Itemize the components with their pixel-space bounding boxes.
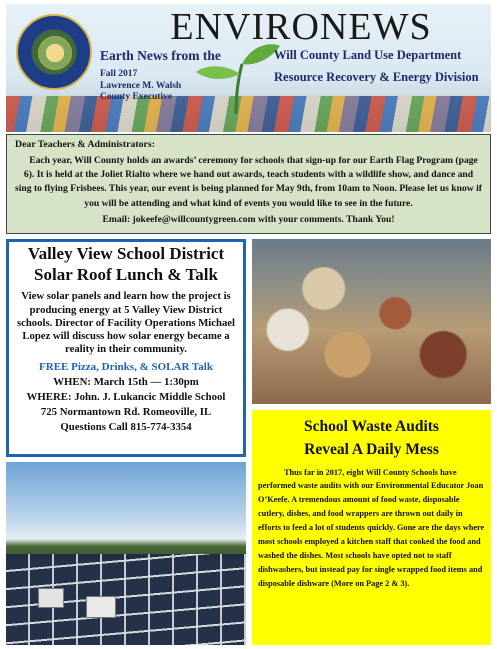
solar-title-line2: Solar Roof Lunch & Talk: [34, 264, 218, 284]
department-name: Will County Land Use Department: [274, 48, 462, 62]
header-banner: [6, 4, 491, 132]
food-waste-photo: [252, 239, 491, 404]
audit-title-line2: Reveal A Daily Mess: [304, 441, 439, 459]
audit-title-line1: School Waste Audits: [304, 418, 439, 435]
teachers-heading: Dear Teachers & Administrators:: [15, 139, 155, 150]
issue-date: Fall 2017: [100, 69, 138, 79]
county-seal-icon: [16, 14, 92, 90]
solar-title-line1: Valley View School District: [27, 244, 225, 263]
teachers-body: Each year, Will County holds an awards’ ceremony for schools that sign-up for our Earth Flag Program (page 6). It is held at the Joliet Rialto where we hand out awards, teach students with a wildlife show, and dance and sing to flying Frisbees. This year, our event is being planned for May 9th, from 10am to Noon. Please let us know if you will be attending and what kind of events you would like to see in the future.: [15, 154, 482, 209]
audit-body: Thus far in 2017, eight Will County Schools have performed waste audits with our Environmental Educator Joan O’Keefe. A tremendous amount of food waste, disposable cutlery, dishes, and food wrappers are thrown out daily in efforts to feed a lot of students quickly. Gone are the days where most schools employed a kitchen staff that cooked the food and washed the dishes. Most schools have opted not to staff dishwashers, but instead pay for single wrapped food items and disposable dishware (More on Page 2 & 3).: [258, 467, 485, 588]
solar-description: View solar panels and learn how the project is producing energy at 5 Valley View District schools. Director of Facility Operations Michael Lopez will discuss how solar energy became a reality in their community.: [16, 290, 236, 355]
waste-audit-box: [252, 410, 491, 645]
solar-where: WHERE: John. J. Lukancic Middle School: [26, 390, 226, 403]
solar-event-box: [6, 239, 246, 457]
inverter-box: [38, 588, 64, 608]
inverter-box: [86, 596, 116, 618]
division-name: Resource Recovery & Energy Division: [274, 70, 479, 84]
page-title: ENVIRONEWS: [170, 6, 432, 48]
solar-questions: Questions Call 815-774-3354: [60, 420, 192, 433]
teachers-email: Email: jokeefe@willcountygreen.com with your comments. Thank You!: [102, 214, 395, 226]
solar-address: 725 Normantown Rd. Romeoville, IL: [40, 405, 212, 418]
executive-title: County Executive: [100, 92, 173, 102]
executive-name: Lawrence M. Walsh: [100, 81, 182, 91]
solar-when: WHEN: March 15th — 1:30pm: [53, 375, 199, 388]
solar-free-offer: FREE Pizza, Drinks, & SOLAR Talk: [39, 360, 213, 373]
seal-center: [38, 36, 72, 70]
earth-news-label: Earth News from the: [100, 48, 221, 63]
teachers-notice: [6, 134, 491, 234]
solar-panels-photo: [6, 462, 246, 645]
